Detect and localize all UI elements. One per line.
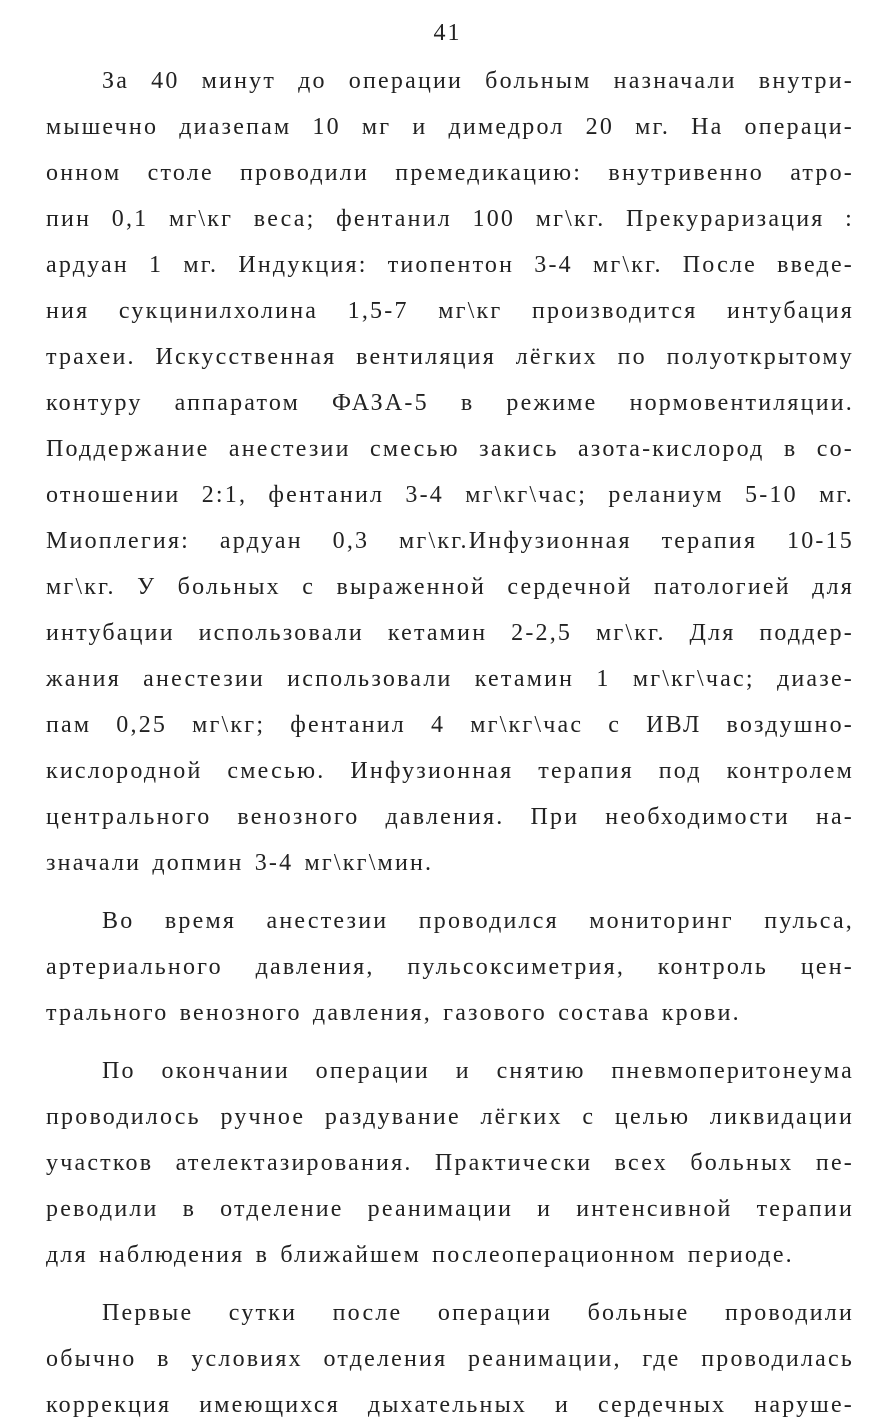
paragraph-first-day <box>46 1290 854 1428</box>
text-line: значали допмин 3-4 мг\кг\мин. <box>46 850 434 876</box>
text-line: кислородной смесью. Инфузионная терапия под контролем <box>46 758 854 784</box>
text-line: По окончании операции и снятию пневмоперитонеума <box>102 1058 854 1084</box>
text-line: мг\кг. У больных с выраженной сердечной патологией для <box>46 574 854 600</box>
text-line: онном столе проводили премедикацию: внутривенно атро- <box>46 160 854 186</box>
document-body <box>46 58 854 1428</box>
text-line: реводили в отделение реанимации и интенсивной терапии <box>46 1196 854 1222</box>
text-line: центрального венозного давления. При необходимости на- <box>46 804 854 830</box>
text-line: участков ателектазирования. Практически всех больных пе- <box>46 1150 854 1176</box>
text-line: Поддержание анестезии смесью закись азота-кислород в со- <box>46 436 854 462</box>
text-line: трального венозного давления, газового состава крови. <box>46 1000 741 1026</box>
paragraph-monitoring <box>46 898 854 1036</box>
text-line: обычно в условиях отделения реанимации, где проводилась <box>46 1346 854 1372</box>
text-line: артериального давления, пульсоксиметрия, контроль цен- <box>46 954 854 980</box>
text-line: ния сукцинилхолина 1,5-7 мг\кг производится интубация <box>46 298 854 324</box>
text-line: мышечно диазепам 10 мг и димедрол 20 мг. На операци- <box>46 114 854 140</box>
text-line: Первые сутки после операции больные проводили <box>102 1300 854 1326</box>
text-line: Во время анестезии проводился мониторинг пульса, <box>102 908 854 934</box>
text-line: интубации использовали кетамин 2-2,5 мг\кг. Для поддер- <box>46 620 854 646</box>
text-line: ардуан 1 мг. Индукция: тиопентон 3-4 мг\кг. После введе- <box>46 252 854 278</box>
text-line: для наблюдения в ближайшем послеоперационном периоде. <box>46 1242 794 1268</box>
text-line: отношении 2:1, фентанил 3-4 мг\кг\час; реланиум 5-10 мг. <box>46 482 854 508</box>
text-line: Миоплегия: ардуан 0,3 мг\кг.Инфузионная терапия 10-15 <box>46 528 854 554</box>
text-line: коррекция имеющихся дыхательных и сердечных наруше- <box>46 1392 854 1418</box>
text-line: За 40 минут до операции больным назначали внутри- <box>102 68 854 94</box>
text-line: жания анестезии использовали кетамин 1 мг\кг\час; диазе- <box>46 666 854 692</box>
text-line: пам 0,25 мг\кг; фентанил 4 мг\кг\час с ИВЛ воздушно- <box>46 712 854 738</box>
text-line: трахеи. Искусственная вентиляция лёгких по полуоткрытому <box>46 344 854 370</box>
text-line: контуру аппаратом ФАЗА-5 в режиме нормовентиляции. <box>46 390 854 416</box>
page-number: 41 <box>433 20 462 46</box>
text-line: пин 0,1 мг\кг веса; фентанил 100 мг\кг. Прекураризация : <box>46 206 854 232</box>
text-line: проводилось ручное раздувание лёгких с целью ликвидации <box>46 1104 854 1130</box>
paragraph-postoperative <box>46 1048 854 1278</box>
paragraph-anesthesia-protocol <box>46 58 854 886</box>
